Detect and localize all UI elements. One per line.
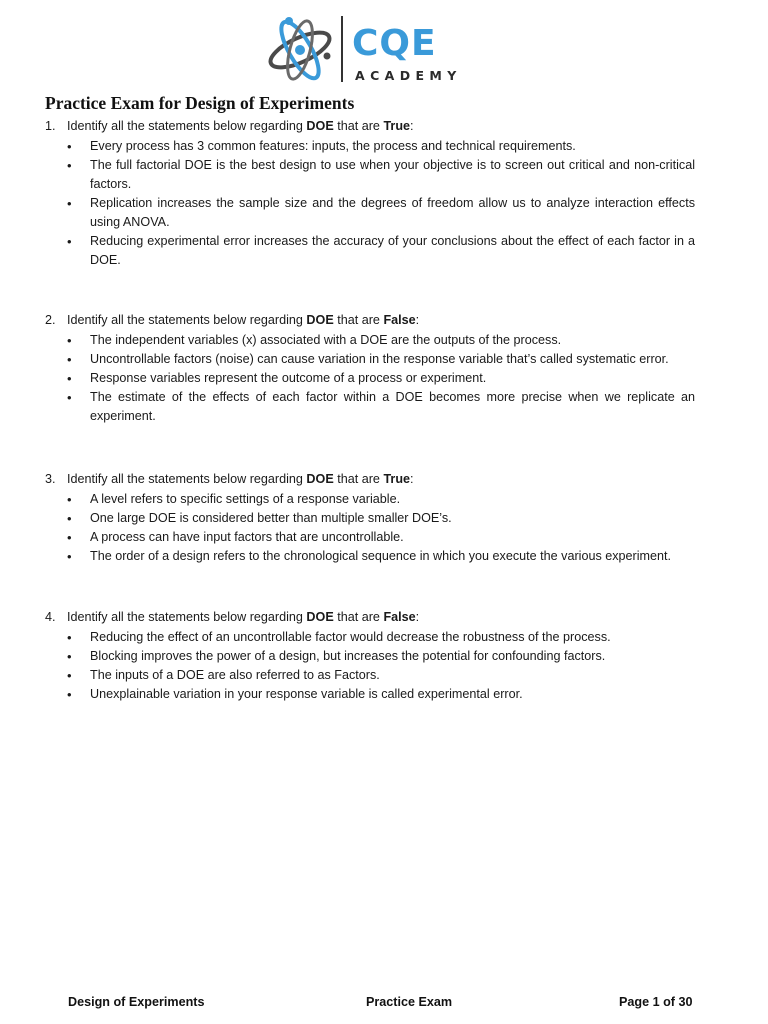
- question-number: 3.: [45, 472, 56, 486]
- statement-item: • The full factorial DOE is the best design to use when your objective is to screen out critical and non-critical factors.: [45, 156, 695, 194]
- question-number: 2.: [45, 313, 56, 327]
- question-4: [45, 608, 695, 704]
- question-prompt: Identify all the statements below regarding DOE that are False:: [67, 313, 420, 327]
- statement-item: • Reducing the effect of an uncontrollable factor would decrease the robustness of the process.: [45, 628, 695, 647]
- question-3: [45, 470, 695, 566]
- question-number: 1.: [45, 119, 56, 133]
- page-title: Practice Exam for Design of Experiments: [45, 93, 355, 113]
- statement-item: • Every process has 3 common features: inputs, the process and technical requirements.: [45, 137, 695, 156]
- logo-brand: CQE: [352, 23, 437, 64]
- statement-item: • Blocking improves the power of a design, but increases the potential for confounding factors.: [45, 647, 695, 666]
- footer-center: Practice Exam: [366, 995, 453, 1009]
- logo-divider: [341, 16, 343, 82]
- statement-item: • Unexplainable variation in your response variable is called experimental error.: [45, 685, 695, 704]
- atom-icon: [266, 12, 338, 86]
- statement-list: [45, 331, 695, 426]
- logo-subtitle: ACADEMY: [355, 68, 462, 83]
- statement-item: • Replication increases the sample size and the degrees of freedom allow us to analyze interaction effects using ANOVA.: [45, 194, 695, 232]
- question-number: 4.: [45, 610, 56, 624]
- statement-list: [45, 137, 695, 270]
- footer-page-number: Page 1 of 30: [619, 995, 693, 1009]
- statement-item: • The order of a design refers to the chronological sequence in which you execute the various experiment.: [45, 547, 695, 566]
- statement-item: • Uncontrollable factors (noise) can cause variation in the response variable that’s called systematic error.: [45, 350, 695, 369]
- question-2: [45, 311, 695, 426]
- question-prompt: Identify all the statements below regarding DOE that are True:: [67, 119, 414, 133]
- statement-item: • The independent variables (x) associated with a DOE are the outputs of the process.: [45, 331, 695, 350]
- question-prompt: Identify all the statements below regarding DOE that are True:: [67, 472, 414, 486]
- statement-item: • Response variables represent the outcome of a process or experiment.: [45, 369, 695, 388]
- statement-list: [45, 628, 695, 704]
- statement-item: • Reducing experimental error increases the accuracy of your conclusions about the effect of each factor in a DOE.: [45, 232, 695, 270]
- statement-item: • One large DOE is considered better than multiple smaller DOE’s.: [45, 509, 695, 528]
- question-prompt: Identify all the statements below regarding DOE that are False:: [67, 610, 420, 624]
- statement-item: • The estimate of the effects of each factor within a DOE becomes more precise when we replicate an experiment.: [45, 388, 695, 426]
- cqe-academy-logo: [266, 12, 476, 86]
- statement-item: • A process can have input factors that are uncontrollable.: [45, 528, 695, 547]
- footer-left: Design of Experiments: [68, 995, 205, 1009]
- question-1: [45, 117, 695, 270]
- statement-item: • A level refers to specific settings of a response variable.: [45, 490, 695, 509]
- statement-item: • The inputs of a DOE are also referred to as Factors.: [45, 666, 695, 685]
- statement-list: [45, 490, 695, 566]
